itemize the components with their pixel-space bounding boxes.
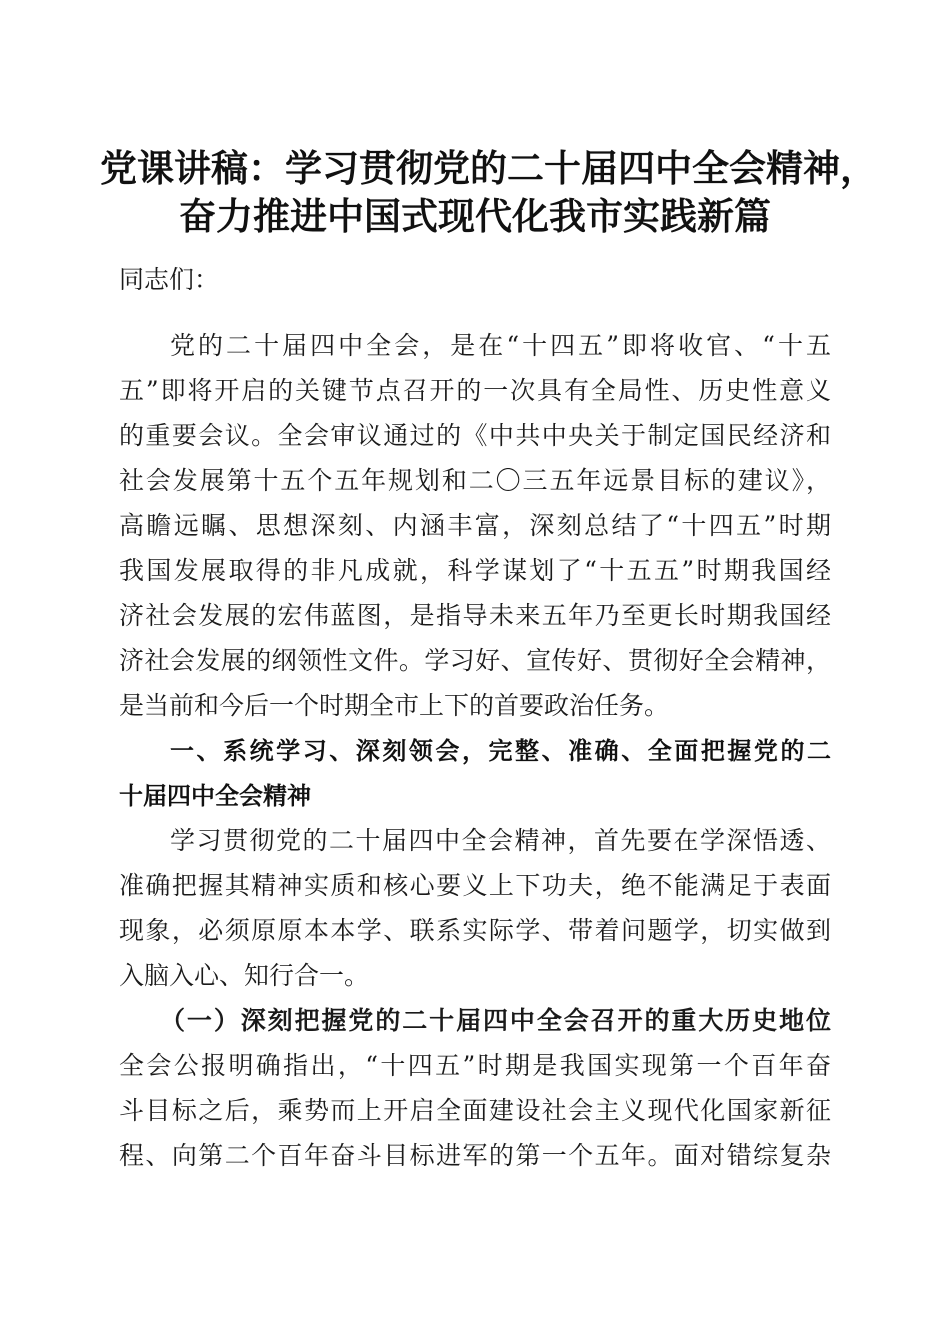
document-title-line-2: 奋力推进中国式现代化我市实践新篇: [179, 195, 771, 238]
paragraph-1-line: 是当前和今后一个时期全市上下的首要政治任务。: [119, 691, 670, 720]
salutation: 同志们：: [119, 265, 220, 294]
paragraph-1-line: 党的二十届四中全会，是在“十四五”即将收官、“十五: [170, 331, 831, 360]
paragraph-3-line: 全会公报明确指出，“十四五”时期是我国实现第一个百年奋: [119, 1051, 831, 1080]
document-title-line-1: 党课讲稿：学习贯彻党的二十届四中全会精神，: [100, 147, 877, 190]
paragraph-1-line: 高瞻远瞩、思想深刻、内涵丰富，深刻总结了“十四五”时期: [119, 511, 831, 540]
section-heading-1: 一、系统学习、深刻领会，完整、准确、全面把握党的二: [170, 737, 831, 765]
paragraph-1-line: 五”即将开启的关键节点召开的一次具有全局性、历史性意义: [119, 376, 831, 405]
paragraph-1-line: 济社会发展的宏伟蓝图，是指导未来五年乃至更长时期我国经: [119, 601, 831, 630]
paragraph-1-line: 社会发展第十五个五年规划和二〇三五年远景目标的建议》，: [119, 466, 831, 495]
paragraph-2-line: 学习贯彻党的二十届四中全会精神，首先要在学深悟透、: [170, 826, 831, 855]
paragraph-1-line: 济社会发展的纲领性文件。学习好、宣传好、贯彻好全会精神，: [119, 646, 831, 675]
paragraph-2-line: 现象，必须原原本本学、联系实际学、带着问题学，切实做到: [119, 916, 831, 945]
paragraph-3-line: 程、向第二个百年奋斗目标进军的第一个五年。面对错综复杂: [119, 1141, 831, 1170]
subsection-heading-1: （一）深刻把握党的二十届四中全会召开的重大历史地位: [160, 1006, 831, 1035]
paragraph-1-line: 的重要会议。全会审议通过的《中共中央关于制定国民经济和: [119, 421, 831, 450]
paragraph-1-line: 我国发展取得的非凡成就，科学谋划了“十五五”时期我国经: [119, 556, 831, 585]
paragraph-2-line: 准确把握其精神实质和核心要义上下功夫，绝不能满足于表面: [119, 871, 831, 900]
paragraph-2-line: 入脑入心、知行合一。: [119, 961, 370, 990]
section-heading-1: 十届四中全会精神: [119, 782, 311, 810]
paragraph-3-line: 斗目标之后，乘势而上开启全面建设社会主义现代化国家新征: [119, 1096, 831, 1125]
